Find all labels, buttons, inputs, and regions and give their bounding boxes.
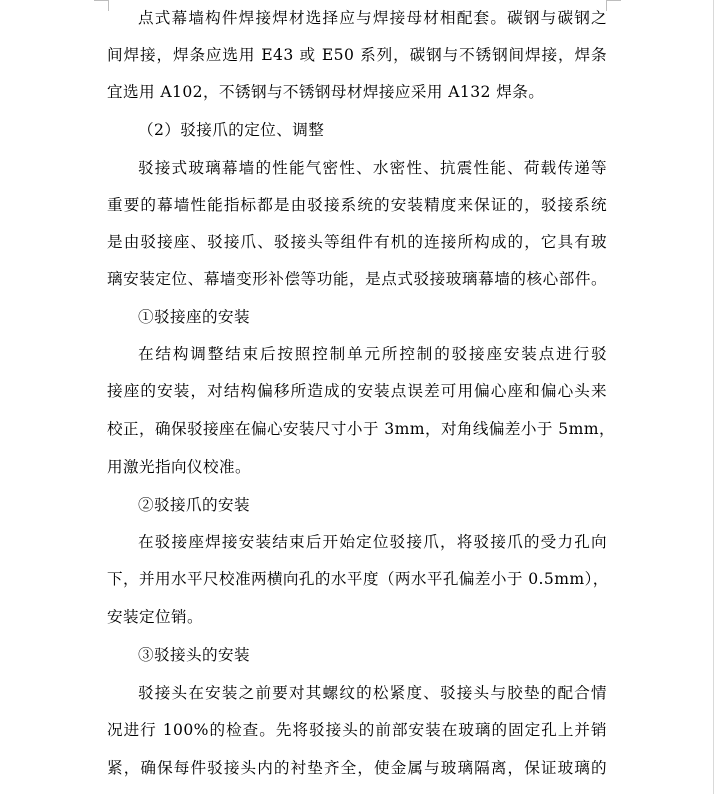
paragraph-line: 况进行 100%的检查。先将驳接头的前部安装在玻璃的固定孔上并销 (107, 721, 607, 739)
paragraph-line: 璃安装定位、幕墙变形补偿等功能，是点式驳接玻璃幕墙的核心部件。 (107, 270, 607, 288)
paragraph-line: 间焊接，焊条应选用 E43 或 E50 系列，碳钢与不锈钢间焊接，焊条 (107, 46, 607, 64)
paragraph-line: 在结构调整结束后按照控制单元所控制的驳接座安装点进行驳 (138, 345, 607, 363)
subsection-heading: ③驳接头的安装 (138, 646, 250, 664)
paragraph-line: 接座的安装，对结构偏移所造成的安装点误差可用偏心座和偏心头来 (107, 382, 607, 400)
paragraph-line: 驳接式玻璃幕墙的性能气密性、水密性、抗震性能、荷载传递等 (138, 159, 607, 177)
paragraph-line: 下，并用水平尺校准两横向孔的水平度（两水平孔偏差小于 0.5mm）， (107, 570, 609, 588)
paragraph-line: 宜选用 A102，不锈钢与不锈钢母材焊接应采用 A132 焊条。 (107, 83, 545, 101)
subsection-heading: ①驳接座的安装 (138, 308, 250, 326)
paragraph-line: 点式幕墙构件焊接焊材选择应与焊接母材相配套。碳钢与碳钢之 (138, 9, 607, 27)
paragraph-line: 是由驳接座、驳接爪、驳接头等组件有机的连接所构成的，它具有玻 (107, 233, 607, 251)
paragraph-line: 校正，确保驳接座在偏心安装尺寸小于 3mm，对角线偏差小于 5mm， (107, 420, 615, 438)
paragraph-line: 在驳接座焊接安装结束后开始定位驳接爪，将驳接爪的受力孔向 (138, 533, 607, 551)
paragraph-line: 用激光指向仪校准。 (107, 458, 251, 476)
paragraph-line: 驳接头在安装之前要对其螺纹的松紧度、驳接头与胶垫的配合情 (138, 684, 607, 702)
paragraph-line: 安装定位销。 (107, 608, 203, 626)
paragraph-line: 重要的幕墙性能指标都是由驳接系统的安装精度来保证的，驳接系统 (107, 196, 607, 214)
margin-corner-mark-left (94, 0, 109, 11)
section-heading: （2）驳接爪的定位、调整 (138, 121, 325, 139)
subsection-heading: ②驳接爪的安装 (138, 496, 250, 514)
margin-corner-mark-right (606, 0, 621, 11)
paragraph-line: 紧，确保每件驳接头内的衬垫齐全，使金属与玻璃隔离，保证玻璃的 (107, 759, 607, 777)
